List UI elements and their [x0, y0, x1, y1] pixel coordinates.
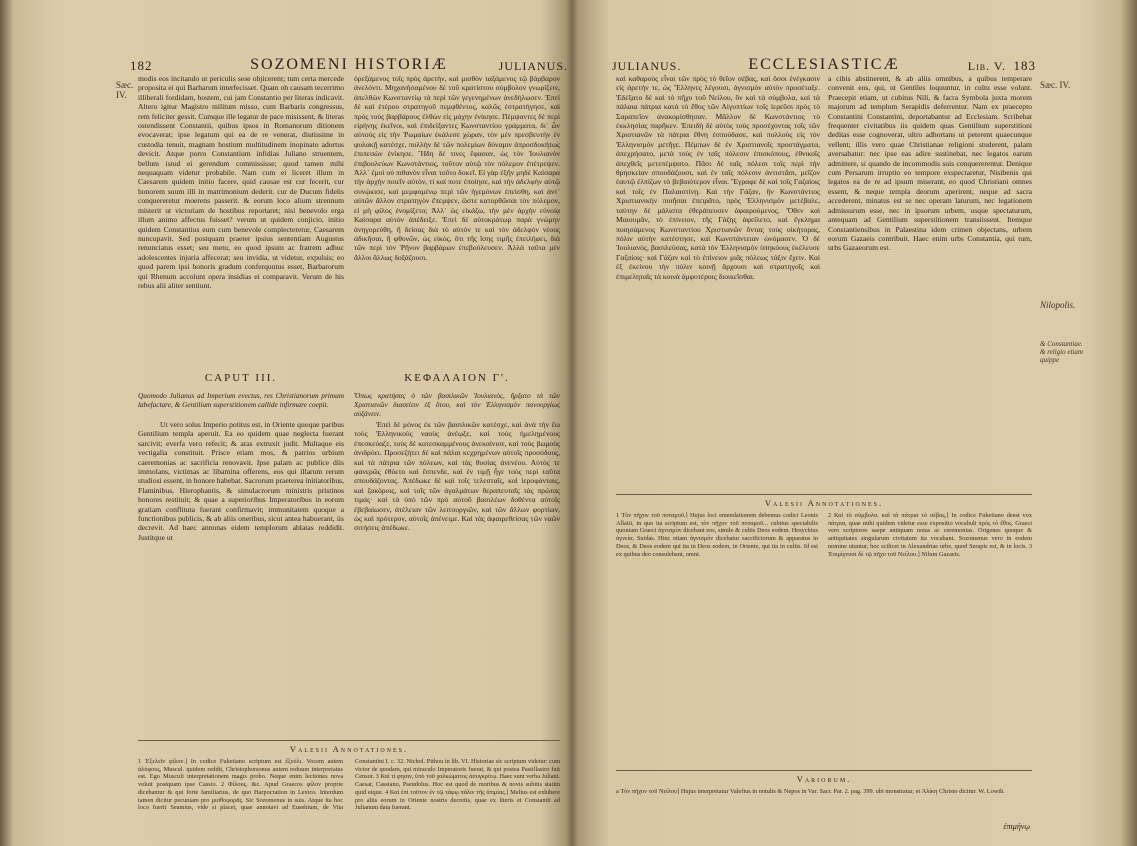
left-header-side: JULIANUS. [498, 59, 568, 73]
right-header-right: Lib. V. [967, 59, 1006, 73]
left-latin-text: modis eos incitando ut periculis sese objicerent; tum certa mercede proposita ei qui Barbarum interfecisset. Quam ob causam tecerrimo illiberali fordidam, hostem, cui jam Constantio per literas indicavit. Altero igitur Magistro militum misso, cum Barbaris congressus, rem feliciter gessit. Cumque ille legatur de pace misissent, & literas ostendissent Constantii, quibus ipsos in Romanorum ditionem evocaverat; ipse legatum qui ea de re venerat, diutissime in custodia tenuit, magnam hostium multitudinem inopinato adortus devicit. Atque porro Constantium infidias Juliano struentem, bellum istud ei gerendum commississe; quod tamen mihi nequaquam videtur probabile. Nam cum ei liceret illum in Caesarem quidem initio facere, quid causae est cur fecerit, cur honorem suum illi in matrimonium dederit. cur de Ducum fidelis conquereretur moerens passerit. & eorum loco alium strennum misterit ut victoriam de hostibus reportaret; nisi benevolo erga illum animo affectus fuisset? verum ut quidem conjicio, initio quidem Constantius eum cum benevole complecteretur, Caesarem nuncupavit. Sed postquam praeter ipsius sententiam Augustus renunciatus esset; seu metu, eo quod ipsum ac fratrem adhuc adolescentes injuria affecerat; seu invidia, ut videtur, expulsis; eo quod parem ipsi honoris gradum conferquutus esset, Barbarorum qui Rhenum accolunt opera insidias ei comparavit. Verum de his rebus alii aliter sentiunt. [138, 74, 344, 290]
right-latin-column [828, 74, 1032, 486]
right-header-left: JULIANUS. [612, 59, 682, 73]
right-margin-note-1: Nilopolis. [1040, 300, 1076, 310]
right-notes-text-1: 1 Τὸν πῆχυν τοῦ ποταμοῦ.] Hujus loci emendationem debemus codici Leonis Allatii, in quo ita scriptum est, τὸν πῆχυν τοῦ ποταμοῦ... cubitus spectabilis quoniam Graeci ἀγνισμὸν dicebant eos, simile & cultis Deos eodem. Hesychius ἁγνεία, Suidas. Hinc etiam ἀγνισμὸν dicebatur sacrificiorum & apparatus in Deos, & Deos eodem qui ita in Deos eodem, in Oriente, qui ita in cultis. Id est ex quibus deo consulebant, omni. [616, 512, 818, 558]
right-margin-note-2: & Constantiae. & religio etiam quippe [1040, 340, 1083, 364]
right-header-title: ECCLESIASTICÆ [748, 56, 900, 73]
chapter-heading-greek: ΚΕΦΑΛΑΙΟΝ Γ'. [404, 372, 510, 384]
left-page-number: 182 [130, 58, 153, 73]
left-latin-column-2 [138, 420, 344, 730]
chapter-summary-latin: Quomodo Julianus ad Imperium evectus, res Christianorum primum labefactare, & Gentilium superstitionem callide infirmare coepit. [138, 391, 344, 409]
left-greek-text: ὀρεξάμενος τοῖς πρὸς ἀρετὴν, καὶ μισθὸν ταξάμενος τῷ βάρβαρον ἀνελόντι. Μηχανήσαμένου δὲ τοῦ κρατίστου σύμβολον γνωρίζειν, ἀπελθὼν Κωνσταντίῳ τὰ περὶ τῶν γεγενημένων ἀνεδήλωσεν. Ἐπεὶ δὲ καὶ ἑτέρου στρατηγοῦ πεμφθέντος, καλῶς ἐστρατήγησε, καὶ πρὸς τοὺς βαρβάρους ἐλθὼν εἰς μάχην ἐνίκησε. Πέμψαντες δὲ περὶ εἰρήνης ἐκεῖνοι, καὶ ἐπιδείξαντες Κωνσταντίου γράμματα, δι᾽ ὧν αὐτοὺς εἰς τὴν Ῥωμαίων ἐκάλεσε χώραν, τὸν μὲν πρεσβευτὴν ἐν φυλακῇ κατέσχε, πολλὴν δὲ τῶν πολεμίων δύναμιν ἀπροσδοκήτως ἐπιπεσὼν ἐνίκησε. Ἤδη δέ τινες ἔφασαν, ὡς τὸν Ἰουλιανὸν ἐπιβουλεύων Κωνστάντιος, τοῦτον αὐτῷ τὸν πόλεμον ἐπέτρεψεν. Ἀλλ᾽ ἐμοὶ οὐ πιθανὸν εἶναι τοῦτο δοκεῖ. Εἰ γὰρ ἐξῆν μηδὲ Καίσαρα τὴν ἀρχὴν ποιεῖν αὐτὸν, τί καί ποτε ἐποίησε, καὶ τὴν ἀδελφὴν αὐτῷ συνῴκισε, καὶ μεμφομένῳ περὶ τῶν ἡγεμόνων ἐπείσθη, καὶ ἀντ᾽ αὐτῶν ἄλλον στρατηγὸν ἔπεμψεν, ὥστε κατορθῶσαι τὸν πόλεμον, εἰ μὴ φίλος ἐνομίζετο; Ἀλλ᾽ ὡς εἰκάζω, τὴν μὲν ἀρχὴν εὐνοίᾳ Καίσαρα αὐτὸν ἀπέδειξε. Ἐπεὶ δὲ αὐτοκράτωρ παρὰ γνώμην ἀνηγορεύθη, ἢ δείσας διὰ τὸ αὐτόν τε καὶ τὸν ἀδελφὸν νέους ἀδικῆσαι, ἢ φθονῶν, ὡς εἰκὸς, ὅτι τῆς ἴσης τιμῆς ἐπειλήφει, διὰ τῶν περὶ τὸν Ῥῆνον βαρβάρων ἐπεβούλευσεν. Ἀλλὰ ταῦτα μὲν ἄλλοι ἄλλως δοξάζουσι. [354, 74, 560, 262]
left-greek-column-2 [354, 420, 560, 730]
left-latin-text-2: Ut vero solus Imperio potitus est, in Oriente quoque paribus Gentilium templa aperuit. Ea eo quidem quae neglecta fuerant sarcivit; everfa vero refecit; & aras extruxit judit. Multaque eis vectigalia constituit. Prisce etiam mos, & patrios urbium caeremonias ac sacrificia renovavit. Ipse palam ac publice diis immolans, victimas ac libamina offerens, eos qui illarum rerum studiosi essent, in honore habebat. Sacrorum praeterea initiatoribus, Flaminibus, Hierophantis, & simulacrorum ministris pristinos honores restituit; & quae a superioribus Imperatoribus in eorum gratiam conflituta fuerant confirmavit; immunitatem quoque a functionibus publicis, & ab aliis oneribus, sicut antea habuerant, iis decrevit. Ad haec annonas eidem templorum ablatas reddidit. Justitque ut [138, 420, 344, 542]
right-greek-text: καὶ καθαροὺς εἶναι τῶν πρὸς τὸ θεῖον σέβας, καὶ ὅσοι ἐνέγκασιν εἰς ἀρετήν τε, ὡς Ἕλληνες λέγουσι, ἀγνισμὸν αὐτὸν προσέταξε. Ἐδέξατο δὲ καὶ τὸ πῆχυ τοῦ Νείλου, ὃν καὶ τὰ σύμβολα, καὶ τὰ πάλαια πάτρια κατὰ τὸ ἔθος τῶν Αἰγυπτίων τοῖς ἱερεῦσι πρὸς τὸ Σαραπεῖον ἀνακομίσθησαν. Μᾶλλον δὲ Κωνστάντιος τὸ ἐκκλησίας παρῆκεν. Ἐπειδὴ δὲ αὐτὸς τοὺς προσέχοντας τοῖς τῶν Χριστιανῶν τὰ πάτρια ἔθνη ἐσπούδασε, καὶ πολλοὺς εἰς τὸν Ἑλληνισμὸν μετῆγε. Πέμπων δὲ ἐν Χριστιανοῖς προστάγματα, ἀπεχρήσατο, μετὰ τοὺς ἐν ταῖς πόλεσιν ἐπισκόπους, ἐθνικοῖς ἀπεχθεῖς μετεπέμψατο. Πᾶσι δὲ ταῖς πόλεσι τοῖς περὶ τὴν θρησκείαν σπουδάζουσι, καὶ ἐν ταῖς πόλεσιν ἀντιστᾶσι, μεῖζον ἑαυτῷ ἐλπίζων τὸ βεβαιότερον εἶναι. Ἔγραφε δὲ καὶ τοῖς Γαζαίοις καὶ τοῖς ἐν Παλαιστίνῃ. Καὶ τὴν Γάζαν, ἣν Κωνστάντιος Χριστιανικήν ποιῆσαι ἐπειρᾶτο, πρὸς Ἑλληνισμὸν μετέβαλε, ταύτην δὲ μάλιστα ἐθεράπευσεν ἀφαιρούμενος. Ὅθεν καὶ Μαιουμᾶν, τὸ ἐπίνειον, τῆς Γάζης ἀφείλετο, καὶ ἔγκλημα ποιησάμενος Κωνσταντίου Χριστιανῶν ὄντας τοὺς οἰκήτορας, πόλιν αὐτὴν κατέστησε, καὶ Κωνστάντειαν ὠνόμασεν. Ὁ δὲ Ἰουλιανὸς, βασιλεύσας, κατὰ τὸν Ἑλληνισμὸν ὑπηκόους ἐκέλευσε Γαζαίοις· καὶ Γάζαν καὶ τὸ ἐπίνειον μιᾶς πόλεως τάξιν ἔχειν. Καὶ ἐξ ἐκείνου τὴν πόλιν κοινῇ ἄρχουσι καὶ στρατηγοῖς καὶ ἐπιμεληταῖς τὰ κοινὰ ἀμφοτέροις διοικεῖσθαι. [616, 74, 820, 281]
chapter-heading-latin: CAPUT III. [204, 372, 278, 384]
right-margin-label: Sæc. IV. [1040, 80, 1071, 90]
left-greek-text-2: Ἐπεὶ δὲ μόνος ἐκ τῶν βασιλικῶν κατέσχε, καὶ ἀνὰ τὴν ἕω τοὺς Ἑλληνικοὺς ναοὺς ἀνέῳξε, καὶ τοὺς ἠμελημένους ἐπεσκεύαζε, τοὺς δὲ κατεσκαμμένους ἀνεκαίνισε, καὶ τοὺς βωμοὺς ἀνιδρύει. Προσεζήτει δὲ καὶ πάλαι κεχρημένων αὐτοῖς προσόδους, καὶ τὰ πάτρια τῶν πόλεων, καὶ τὰς θυσίας ἀνενέου. Αὐτός τε φανερῶς ἐθύετο καὶ ἔσπενδε, καὶ ἐν τιμῇ ἦγε τοὺς περὶ ταῦτα σπουδάζοντας. Ἀπέδωκε δὲ καὶ τοῖς τελεσταῖς, καὶ ἱεροφάνταις, καὶ ζακόροις, καὶ τοῖς τῶν ἀγαλμάτων θεραπευταῖς τὰς πρώτας τιμάς· καὶ τὰ ὑπὸ τῶν πρὸ αὐτοῦ βασιλέων δοθέντα αὐτοῖς ἐβεβαίωσεν, ἀτέλειαν τῶν λειτουργιῶν, καὶ τῶν ἄλλων φορτίων, ὡς καὶ πρότερον, αὐτοῖς ἀπένειμε. Καὶ τὰς ἀφαιρεθείσας τῶν ναῶν σιτήσεις ἀπέδωκε. [354, 420, 560, 533]
left-latin-column [138, 74, 344, 364]
right-notes-text-2: 2 Καὶ τὸ σύμβολα. καὶ τὰ πάτρια τὸ σέβας.] In codice Fuketiano deest vox πάτρια, quae mihi quidem videtur esse expositio vocabuli πρὸς τὸ ἔθος. Graeci vero scriptores saepe antiquam notas ac ceremonias. Origenes quoque & antiquitates singularum civitatum ita vocabant. Sozomenus vero in eodem nomine utuntur, hoc scilicet in Alexandriae urbe, quod Serapis est, & in locis. 3 Ἐπιμίγνυσι δὲ τῷ πῆχυ τοῦ Νείλου.] Nilum Gazaeis. [828, 512, 1032, 558]
right-notes-heading: Valesii Annotationes. [764, 498, 884, 508]
right-latin-text: a cibis abstinerent, & ab aliis omnibus, a quibus temperare convenit eos, qui, ut Gentiles loquuntur, in cultu esse volunt. Praecepit etiam, ut cubitus Nili, & facra Symbola juxta morem majorum ad templum Serapidis deferrentur. Nam ex praecepto Constantini Constantini, deportabantur ad Ecclesiam. Scribebat frequenter civitatibus iis quidem quas Gentilium superstitioni deditas esse cognoverat, ultro adhortans ut peterent quaecunque vellent; illis vero quae Christianae religioni studerent, palam aversabatur: nec ipse eas adire sustinebat, nec legatos earum admittere, si quando de incommodis suis conquererentur. Denique cum Persarum irruptio eo tempore exspectaretur, Nisibenis qui legatos ea de re ad ipsum miserant, eo quod Christiani omnes essent, & neque templa deorum aperirent, neque ad sacra accederent, minatus est se nec operam laturum, nec legationem admissurum esse, nec in ipsorum urbem, usque spectaturum, antequam ad Gentilium superstitionem transiissent. Itemque Constantiensibus in Palaestina idem crimen objectans, urbem eorum Gazaeis contribuit. Haec enim urbs Constantia, qui tum, urbs Gazaeorum est. [828, 74, 1032, 253]
variorum-heading: Variorum. [796, 774, 852, 784]
left-page [116, 0, 568, 846]
left-header-title: SOZOMENI HISTORIÆ [250, 56, 448, 73]
right-page-number: 183 [1013, 58, 1036, 73]
left-notes-heading: Valesii Annotationes. [289, 744, 409, 754]
chapter-summary-greek: Ὅπως κρατήσας ὁ τῶν βασιλικῶν Ἰουλιανὸς, ἤρξατο τὰ τῶν Χριστιανῶν διασείειν ἐξ ὅτου, καὶ τὸν Ἑλληνισμὸν πανουργίως αὐξάνειν. [354, 391, 560, 418]
right-page [612, 0, 1036, 846]
right-notes-divider [616, 494, 1032, 495]
left-greek-column [354, 74, 560, 364]
variorum-divider [616, 770, 1032, 771]
right-greek-column [616, 74, 820, 486]
catchword: ἐπιμήνῳ [1003, 822, 1030, 831]
left-margin-label: Sæc. IV. [116, 80, 134, 100]
left-notes-text: 1 Ἐξελεῖν φίλον.] In codice Fuketiano scriptum est ἔξεύλι. Vocem autem ἀλόφους, Muscul. quidem reddit, Christophorsonus autem reduum interpretatus est. Ego Musculi interpretationem magis probo. Neque enim lectiones nova voluit postquam ipse Cassio. 2 Φίλους. &c. Apud Graecos φίλον proprie dicebantur & qui forte familiarius, de quo Harpocration in Lexico. Interdum tamen dicitur pecuniam pro μισθοφορᾶς. Sic Sozomenus in suis. Atque ita hoc loco fuerit Seamius, vide si placet, quae annotavi ad Eusebium, de Vita Constantini I. c. 32. Nichol. Pithou in lib. VI. Historiae sic scriptum videtur: cum victor de quodam, qui miraculo Imperatoris fuerat, & qui postea Pastillastro fuit Censor. 3 Καὶ τί φησιν, ὑπὸ τοῦ χαλκώματος ἀσυγκρίτῳ. Haec sunt verba Juliani. Caesar, Cassiano, Pseudolus. Hoc est quod de moribus & novis subitis statim quid eique. 4 Καὶ ἐπὶ τοῦτον ἐν τῷ τάφῳ πάλιν τῆς ἀτιμίας.] Melius est exhibere pro aliis eorum in Oriente nostris decretis, quae ex literis et Constantii ad Julianum data fuerant. [138, 758, 561, 812]
variorum-text: a Τὸν πῆχυν τοῦ Νείλου] Hujus interpretatur Valefius in notulis & Nepos in Var. Sacr. Par. 2. pag. 399. ubi monstratur, et Ἀλίκη Christo dicitur. W. Lowth. [616, 788, 1005, 795]
left-notes-divider [138, 740, 560, 741]
